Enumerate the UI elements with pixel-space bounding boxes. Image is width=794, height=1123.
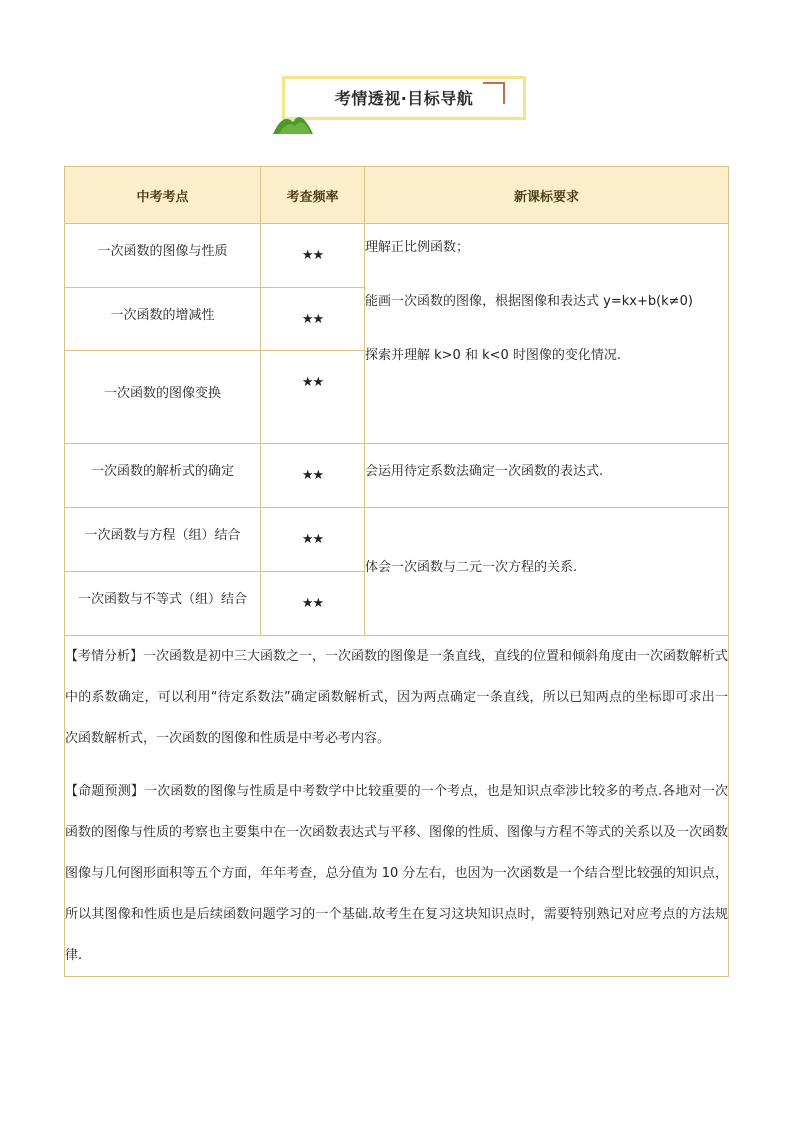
table-row [65, 224, 729, 288]
analysis-cell [65, 636, 729, 977]
topic-cell [65, 288, 261, 351]
table-row [65, 508, 729, 572]
topic-text: 一次函数的增减性 [110, 307, 215, 323]
requirement-cell [365, 224, 729, 444]
frequency-cell: ★★ [261, 351, 365, 444]
table-header-row [65, 167, 729, 224]
exam-analysis-paragraph: 【考情分析】一次函数是初中三大函数之一，一次函数的图像是一条直线，直线的位置和倾斜角度由一次函数解析式中的系数确定，可以利用“待定系数法”确定函数解析式，因为两点确定一条直线，所以已知两点的坐标即可求出一次函数解析式，一次函数的图像和性质是中考必考内容。 [65, 649, 729, 746]
topic-text: 一次函数的图像变换 [103, 385, 221, 401]
requirement-line: 体会一次函数与二元一次方程的关系. [365, 560, 578, 575]
banner-title: 考情透视·目标导航 [334, 89, 474, 108]
frequency-cell: ★★ [261, 572, 365, 636]
requirement-cell [365, 444, 729, 508]
header-requirement: 新课标要求 [365, 167, 729, 224]
topic-cell [65, 572, 261, 636]
topic-cell [65, 224, 261, 288]
topic-cell [65, 351, 261, 444]
prediction-paragraph: 【命题预测】一次函数的图像与性质是中考数学中比较重要的一个考点，也是知识点牵涉比较多的考点.各地对一次函数的图像与性质的考察也主要集中在一次函数表达式与平移、图像的性质、图像与方程不等式的关系以及一次函数图像与几何图形面积等五个方面，年年考查，总分值为 10 分左右，也因为一次函数是一个结合型比较强的知识点，所以其图像和性质也是后续函数问题学习的一个基础.故考生在复习这块知识点时，需要特别熟记对应考点的方法规律. [65, 784, 729, 963]
requirement-line: 会运用待定系数法确定一次函数的表达式. [365, 464, 604, 479]
frequency-cell: ★★ [261, 224, 365, 288]
frequency-cell: ★★ [261, 508, 365, 572]
requirement-line: 理解正比例函数； [365, 240, 470, 255]
topic-text: 一次函数的图像与性质 [97, 244, 228, 259]
topic-cell [65, 508, 261, 572]
header-frequency: 考查频率 [261, 167, 365, 224]
hills-icon [273, 108, 317, 134]
topic-text: 一次函数与方程（组）结合 [84, 528, 241, 543]
topic-text: 一次函数与不等式（组）结合 [77, 592, 247, 607]
requirement-line: 能画一次函数的图像，根据图像和表达式 y=kx+b(k≠0) [365, 294, 693, 309]
frequency-cell: ★★ [261, 288, 365, 351]
section-banner [282, 76, 530, 126]
topic-text: 一次函数的解析式的确定 [90, 464, 234, 479]
exam-points-table [64, 166, 729, 977]
table-row [65, 444, 729, 508]
requirement-line: 探索并理解 k>0 和 k<0 时图像的变化情况. [365, 348, 622, 363]
analysis-row [65, 636, 729, 977]
requirement-cell [365, 508, 729, 636]
header-topic: 中考考点 [65, 167, 261, 224]
topic-cell [65, 444, 261, 508]
frequency-cell: ★★ [261, 444, 365, 508]
